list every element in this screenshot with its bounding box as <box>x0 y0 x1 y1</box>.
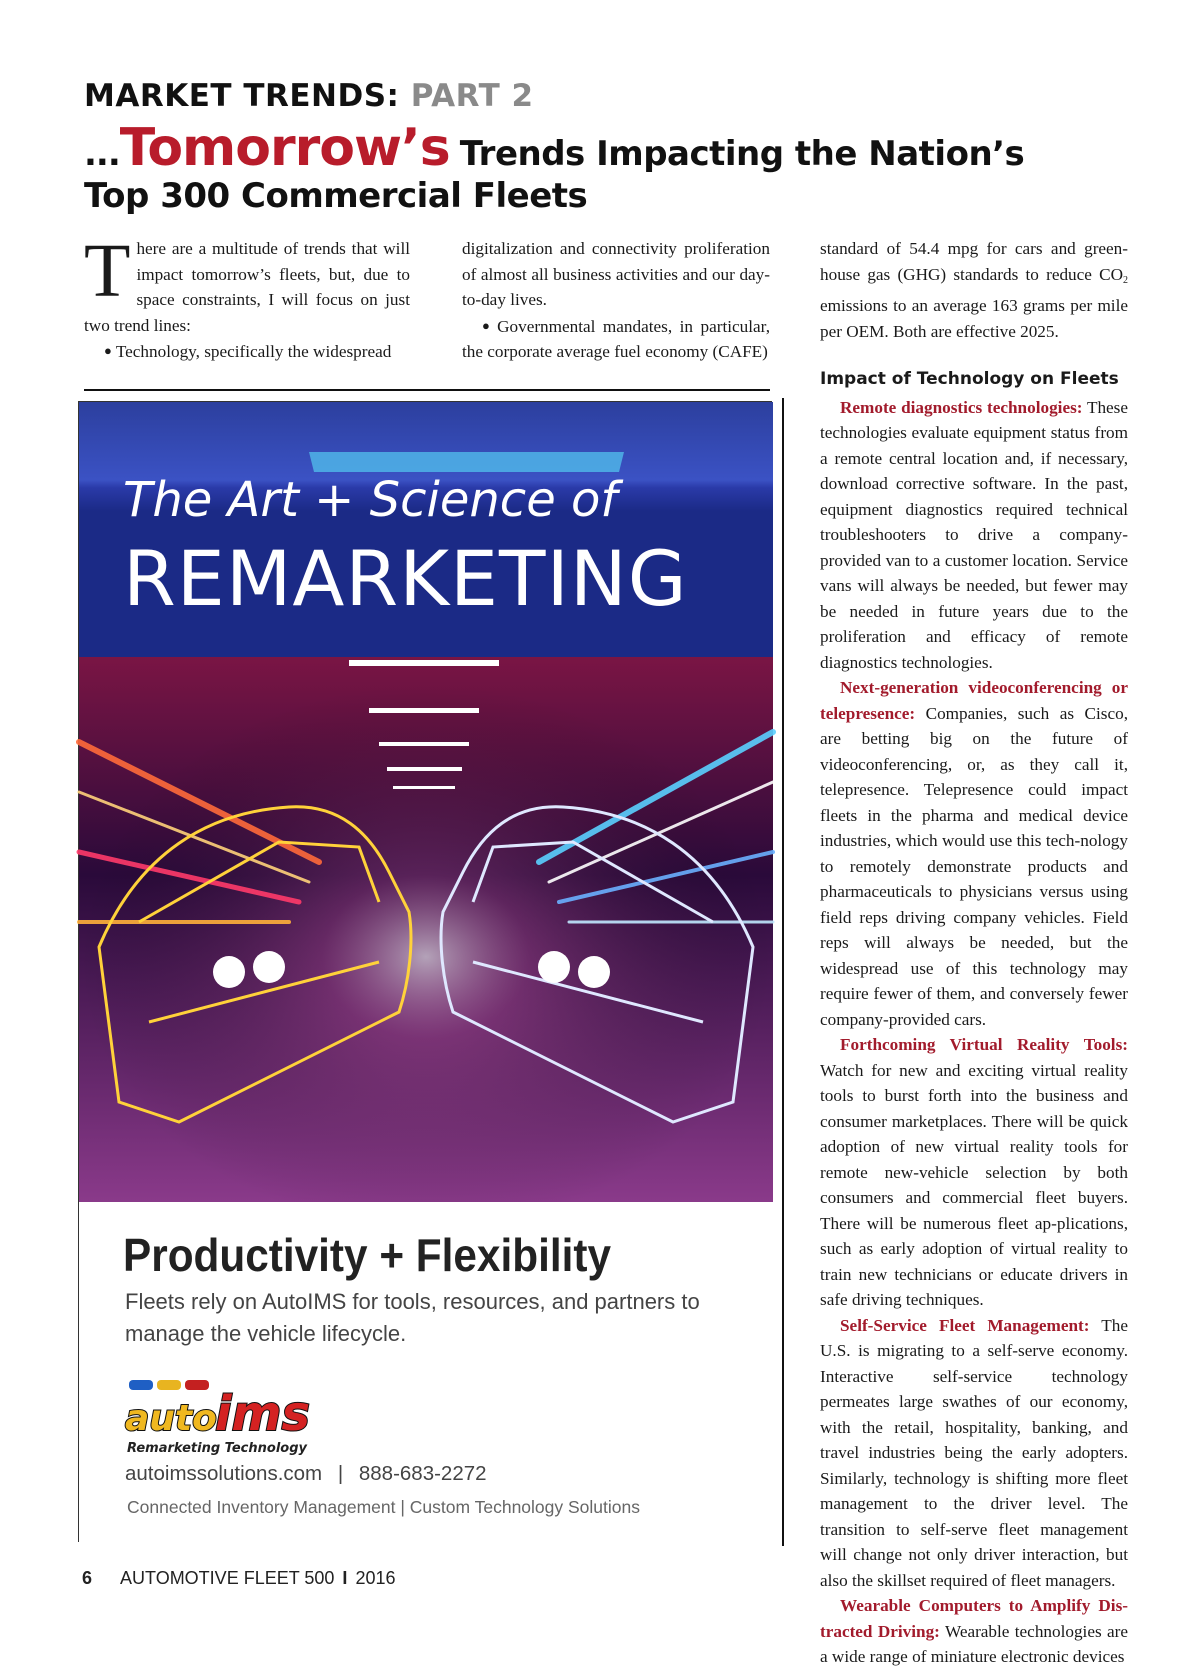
headline-emphasis: Tomorrow’s <box>119 118 450 178</box>
trend-text: Wearable technologies are a wide range of miniature electronic devices <box>820 1621 1128 1666</box>
trend-videoconferencing <box>820 675 1128 1032</box>
drop-cap: T <box>84 229 131 313</box>
ad-body: Fleets rely on AutoIMS for tools, resources, and partners to manage the vehicle lifecycle. <box>125 1289 700 1346</box>
trend-lead: Wearable Computers to Amplify Dis-tracted Driving: <box>820 1596 1128 1641</box>
logo-auto: auto <box>125 1398 217 1439</box>
autoims-logo <box>123 1378 363 1458</box>
intro-continued: digitalization and connectivity proliferation of almost all business activities and our day-to-day lives. <box>462 239 770 309</box>
car-icons <box>129 1380 209 1390</box>
trend-text: Companies, such as Cisco, are betting big on the future of videoconferencing, or, as they call it, telepresence. Telepresence could impact fleets in the pharma and medical device industries, which would use this tech-nology to remotely demonstrate products and pharmaceuticals to physicians versus using field reps driving company vehicles. Field reps will always be needed, but the widespread use of this technology may require fewer of them, and conversely fewer company-provided cars. <box>820 703 1128 1029</box>
section-kicker <box>84 78 534 114</box>
bullet-mandates: ● Governmental mandates, in particular, the corporate average fuel economy (CAFE) <box>462 316 771 361</box>
co2-subscript: 2 <box>1123 274 1128 286</box>
headline-rest: Trends Impacting the Nation’s <box>459 134 1025 174</box>
article-headline <box>84 118 1164 216</box>
cafe-text-a: standard of 54.4 mpg for cars and green-house gas (GHG) standards to reduce CO <box>820 239 1128 284</box>
kicker-label: MARKET TRENDS: <box>84 78 400 114</box>
logo-tagline: Remarketing Technology <box>127 1441 307 1456</box>
trend-virtual-reality <box>820 1032 1128 1313</box>
ad-copy <box>79 1202 773 1543</box>
trend-remote-diagnostics <box>820 395 1128 676</box>
contact-separator: | <box>337 1462 344 1485</box>
headline-ellipsis: ... <box>84 134 120 174</box>
ad-tagline: Connected Inventory Management | Custom Technology Solutions <box>127 1497 640 1517</box>
cafe-text-b: emissions to an average 163 grams per mile per OEM. Both are effective 2025. <box>820 296 1128 341</box>
trend-lead: Forthcoming Virtual Reality Tools: <box>840 1035 1128 1054</box>
page-footer <box>82 1568 395 1589</box>
trend-self-service <box>820 1313 1128 1594</box>
bullet-mandates-text: Governmental mandates, in particular, the corporate average fuel economy (CAFE) <box>462 316 771 361</box>
trend-text: These technologies evaluate equipment status from a remote central location and, if necessary, download corrective software. In the past, equipment diagnostics required technical troubleshooters to drive a company-provided van to a customer location. Service vans will always be needed, but fewer may be needed in future years due to the proliferation and efficacy of remote diagnostics technologies. <box>820 397 1128 672</box>
trend-wearables <box>820 1593 1128 1670</box>
cafe-paragraph <box>820 236 1128 344</box>
trend-text: Watch for new and exciting virtual reality tools to burst forth into the business and consumer marketplaces. There will be quick adoption of new virtual reality tools for remote new-vehicle selection by both consumers and commercial fleet buyers. There will be numerous fleet ap-plications, such as early adoption of virtual reality to train new technicians or educate drivers in safe driving techniques. <box>820 1060 1128 1309</box>
ad-title-line2: REMARKETING <box>123 534 688 623</box>
logo-ims: ims <box>215 1386 311 1442</box>
trend-text: The U.S. is migrating to a self-serve economy. Interactive self-service technology permeates large swathes of our economy, with the retail, hospitality, banking, and travel industries being the early adopters. Similarly, technology is shifting more fleet management to the driver level. The transition to self-serve fleet management will change not only driver interaction, but also the skillset required of fleet managers. <box>820 1315 1128 1590</box>
advertisement[interactable] <box>78 401 772 1542</box>
ad-title-line1: The Art + Science of <box>123 472 618 528</box>
ad-contact <box>125 1462 487 1486</box>
ad-website-link[interactable]: autoimssolutions.com <box>125 1462 323 1485</box>
intro-paragraph: here are a multitude of trends that will impact tomorrow’s fleets, but, due to space constraints, I will focus on just two trend lines: <box>84 239 410 335</box>
main-column <box>820 236 1128 1670</box>
ad-headline: Productivity + Flexibility <box>123 1229 611 1281</box>
ad-phone: 888-683-2272 <box>358 1462 487 1485</box>
section-heading: Impact of Technology on Fleets <box>820 369 1119 389</box>
column-divider-horizontal <box>84 389 770 391</box>
trend-lead: Next-generation videoconferencing or telepresence: <box>820 678 1128 723</box>
bullet-technology-text: Technology, specifically the widespread <box>115 342 392 361</box>
ad-title <box>123 472 688 623</box>
column-divider-vertical <box>782 398 784 1546</box>
publication-name: AUTOMOTIVE FLEET 500 <box>120 1568 335 1588</box>
intro-column-2 <box>462 236 770 365</box>
kicker-part: PART 2 <box>410 78 534 114</box>
publication-year: 2016 <box>355 1568 396 1588</box>
intro-column-1 <box>84 229 410 365</box>
trend-lead: Self-Service Fleet Management: <box>840 1315 1090 1335</box>
headline-line2: Top 300 Commercial Fleets <box>84 176 588 216</box>
footer-separator: I <box>342 1568 348 1588</box>
page-number: 6 <box>82 1568 93 1588</box>
bullet-technology: ● Technology, specifically the widespread <box>104 342 392 361</box>
trend-lead: Remote diagnostics technologies: <box>840 397 1083 417</box>
